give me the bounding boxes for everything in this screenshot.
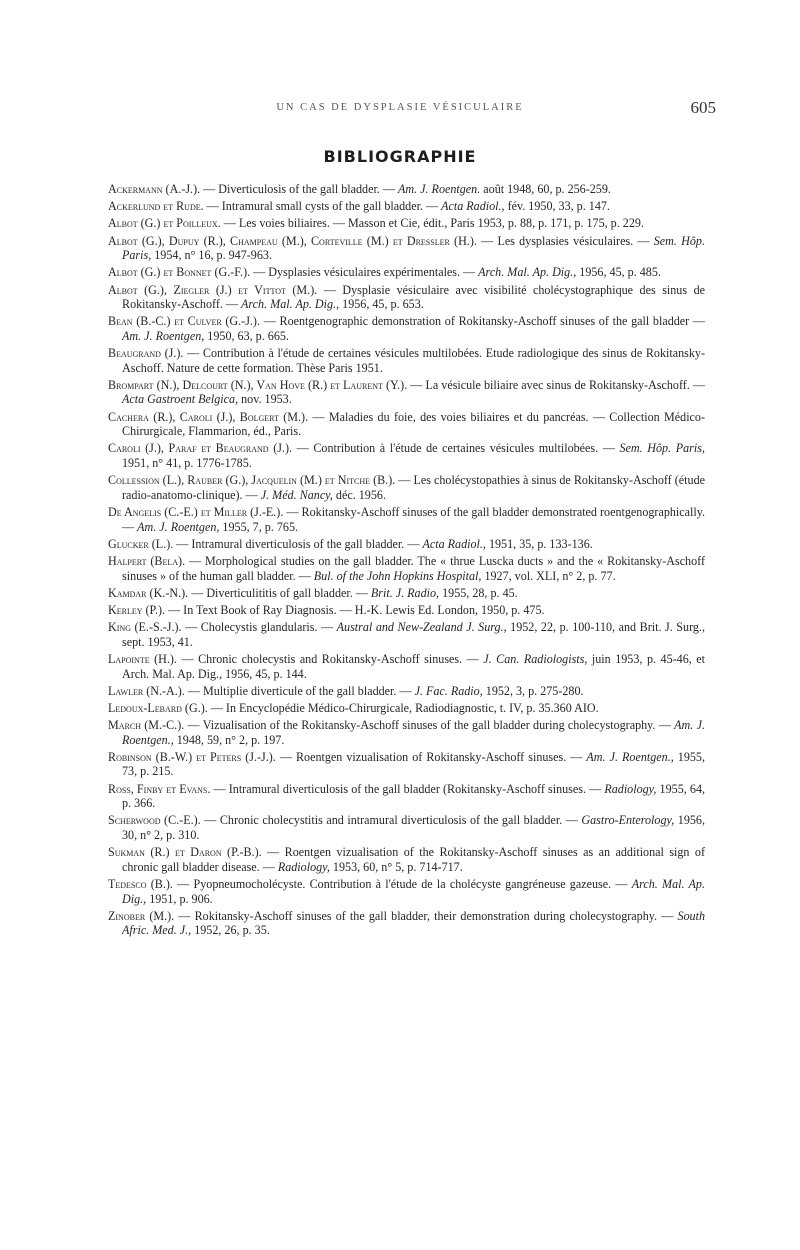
reference-source: Arch. Mal. Ap. Dig., [122, 876, 705, 906]
reference-text: — Diverticulosis of the gall bladder. — [200, 182, 398, 196]
running-header [0, 100, 800, 120]
reference-authors: Caroli (J.), Paraf et Beaugrand (J.). [108, 441, 293, 456]
reference-authors: King (E.-S.-J.). [108, 620, 182, 635]
reference-text: — Les dysplasies vésiculaires. — [476, 233, 654, 248]
reference-source: Austral and New-Zealand J. Surg., [336, 620, 507, 635]
reference-text: — Roentgen vizualisation of Rokitansky-Aschoff sinuses. — [275, 749, 587, 764]
reference-entry [108, 718, 705, 747]
reference-entry [108, 554, 705, 583]
reference-text: — La vésicule biliaire avec sinus de Rokitansky-Aschoff. — [407, 377, 705, 392]
reference-source: Arch. Mal. Ap. Dig., [241, 297, 340, 312]
reference-details: 1927, vol. XLI, n° 2, p. 77. [481, 568, 616, 583]
reference-details: 1955, 28, p. 45. [439, 585, 518, 600]
reference-source: Bul. of the John Hopkins Hospital, [313, 568, 482, 583]
reference-entry [108, 684, 705, 699]
reference-details: déc. 1956. [332, 487, 386, 502]
reference-text: — Intramural diverticulosis of the gall bladder. — [173, 536, 423, 551]
reference-authors: Cachera (R.), Caroli (J.), Bolgert (M.). [108, 409, 309, 424]
reference-entry [108, 473, 705, 502]
reference-entry [108, 216, 705, 231]
reference-details: 1951, p. 906. [146, 891, 213, 906]
reference-entry [108, 441, 705, 470]
reference-authors: Ackerlund et Rude. [108, 199, 204, 214]
reference-details: 1952, 26, p. 35. [191, 923, 270, 938]
reference-source: Am. J. Roentgen., [586, 749, 674, 764]
reference-details: 1951, n° 41, p. 1776-1785. [122, 456, 252, 471]
reference-authors: De Angelis (C.-E.) et Miller (J.-E.). [108, 505, 284, 519]
page-number: 605 [690, 98, 716, 117]
reference-list [108, 182, 705, 941]
reference-source: J. Fac. Radio, [414, 683, 483, 698]
reference-entry [108, 410, 705, 439]
reference-entry [108, 877, 705, 906]
reference-authors: Kerley (P.). [108, 602, 166, 617]
reference-source: Sem. Hôp. Paris, [122, 233, 705, 263]
reference-entry [108, 378, 705, 407]
reference-authors: Halpert (Bela). [108, 553, 186, 568]
reference-authors: Collession (L.), Rauber (G.), Jacquelin (M.) et Nitche (B.). [108, 473, 396, 488]
reference-source: Sem. Hôp. Paris, [619, 441, 705, 456]
reference-authors: Lapointe (H.). [108, 651, 177, 666]
reference-details: août 1948, 60, p. 256-259. [480, 182, 611, 196]
reference-entry [108, 346, 705, 375]
reference-details: nov. 1953. [238, 392, 292, 407]
reference-authors: Brompart (N.), Delcourt (N.), Van Hove (R.) et Laurent (Y.). [108, 377, 408, 392]
reference-details: fév. 1950, 33, p. 147. [504, 199, 610, 214]
reference-text: — Contribution à l'étude de certaines vésicules multilobées. Etude radiologique des sinus de Rokitansky-Aschoff. Nature de cette formation. Thèse Paris 1951. [122, 346, 705, 375]
reference-details: 1955, 64, p. 366. [122, 781, 706, 811]
reference-authors: Scherwood (C.-E.). [108, 813, 201, 828]
reference-entry [108, 537, 705, 552]
reference-text: — Dysplasie vésiculaire avec visibilité cholécystographique des sinus de Rokitansky-Aschoff. — [122, 282, 705, 312]
reference-text: — Pyopneumocholécyste. Contribution à l'étude de la cholécyste gangréneuse gazeuse. — [172, 876, 632, 891]
reference-entry [108, 750, 705, 779]
reference-source: Acta Radiol., [441, 199, 505, 214]
reference-authors: Bean (B.-C.) et Culver (G.-J.). [108, 314, 260, 329]
reference-entry [108, 813, 705, 842]
reference-source: J. Can. Radiologists, [483, 651, 588, 666]
reference-source: Acta Radiol., [422, 536, 486, 551]
reference-details: 1948, 59, n° 2, p. 197. [173, 732, 285, 747]
reference-details: 1951, 35, p. 133-136. [485, 536, 593, 551]
reference-text: — In Text Book of Ray Diagnosis. — H.-K. Lewis Ed. London, 1950, p. 475. [165, 602, 545, 617]
reference-source: Gastro-Enterology, [581, 813, 675, 828]
reference-details: 1952, 3, p. 275-280. [482, 683, 584, 698]
reference-authors: Beaugrand (J.). [108, 346, 184, 361]
reference-authors: Ross, Finby et Evans. [108, 781, 211, 796]
reference-text: — Vizualisation of the Rokitansky-Aschoff sinuses of the gall bladder during cholecystography. — [184, 718, 675, 733]
reference-entry [108, 909, 705, 938]
reference-source: Brit. J. Radio, [370, 585, 440, 600]
reference-text: — Cholecystis glandularis. — [181, 620, 337, 635]
reference-details: 1956, 45, p. 653. [339, 297, 424, 312]
reference-details: 1955, 7, p. 765. [219, 519, 299, 534]
reference-details: juin 1953, p. 45-46, et Arch. Mal. Ap. Dig., 1956, 45, p. 144. [122, 651, 706, 681]
reference-authors: Kamdar (K.-N.). [108, 585, 189, 600]
reference-entry [108, 265, 705, 280]
reference-entry [108, 182, 705, 197]
reference-entry [108, 199, 705, 214]
reference-authors: Albot (G.), Ziegler (J.) et Vittot (M.). [108, 282, 318, 297]
reference-entry [108, 283, 705, 312]
reference-entry [108, 603, 705, 618]
reference-source: Radiology, [604, 781, 657, 796]
reference-authors: Zinober (M.). [108, 908, 175, 923]
reference-text: — Rokitansky-Aschoff sinuses of the gall bladder, their demonstration during cholecystography. — [174, 908, 678, 923]
reference-authors: Robinson (B.-W.) et Peters (J.-J.). [108, 749, 276, 764]
reference-source: Acta Gastroent Belgica, [122, 392, 239, 407]
reference-entry [108, 652, 705, 681]
reference-authors: Ackermann (A.-J.). [108, 182, 201, 196]
reference-source: Arch. Mal. Ap. Dig., [478, 265, 577, 280]
reference-source: Radiology, [277, 859, 330, 874]
reference-text: — Morphological studies on the gall bladder. The « thrue Luscka ducts » and the « Rokitansky-Aschoff sinuses » of the human gall bladder. — [122, 553, 705, 583]
reference-text: — Chronic cholecystitis and intramural diverticulosis of the gall bladder. — [200, 813, 582, 828]
reference-entry [108, 701, 705, 716]
reference-details: 1956, 30, n° 2, p. 310. [122, 813, 705, 842]
reference-entry [108, 314, 705, 343]
reference-details: 1952, 22, p. 100-110, and Brit. J. Surg., sept. 1953, 41. [122, 620, 705, 649]
reference-authors: Ledoux-Lebard (G.). [108, 700, 208, 715]
reference-text: — Dysplasies vésiculaires expérimentales. — [250, 265, 479, 280]
reference-authors: Glucker (L.). [108, 536, 174, 551]
reference-text: — Roentgen vizualisation of the Rokitansky-Aschoff sinuses as an additional sign of chronic gall bladder disease. — [122, 845, 706, 874]
reference-text: — Chronic cholecystis and Rokitansky-Aschoff sinuses. — [176, 651, 484, 666]
reference-source: Am. J. Roentgen., [122, 718, 705, 747]
section-title: BIBLIOGRAPHIE [323, 147, 477, 166]
reference-text: — Roentgenographic demonstration of Rokitansky-Aschoff sinuses of the gall bladder — [259, 314, 705, 329]
reference-entry [108, 620, 705, 649]
reference-authors: Tedesco (B.). [108, 876, 173, 891]
reference-authors: Sukman (R.) et Daron (P.-B.). [108, 845, 262, 860]
reference-source: Am. J. Roentgen, [137, 519, 220, 534]
reference-details: 1954, n° 16, p. 947-963. [151, 248, 272, 263]
reference-details: 1953, 60, n° 5, p. 714-717. [329, 859, 463, 874]
reference-text: — Intramural small cysts of the gall bladder. — [203, 199, 442, 214]
reference-entry [108, 505, 705, 534]
reference-text: — Maladies du foie, des voies biliaires et du pancréas. — Collection Médico-Chirurgicale, Flammarion, éd., Paris. [122, 409, 705, 439]
reference-authors: Albot (G.) et Bonnet (G.-F.). [108, 265, 251, 280]
reference-text: — Multiplie diverticule of the gall bladder. — [184, 683, 415, 698]
reference-source: South Afric. Med. J., [122, 908, 706, 938]
reference-details: 1955, 73, p. 215. [122, 749, 706, 779]
reference-details: 1950, 63, p. 665. [204, 328, 289, 343]
reference-text: — In Encyclopédie Médico-Chirurgicale, Radiodiagnostic, t. IV, p. 35.360 AIO. [207, 700, 599, 715]
reference-entry [108, 586, 705, 601]
reference-authors: Lawler (N.-A.). [108, 683, 185, 698]
reference-authors: Albot (G.) et Poilleux. [108, 216, 221, 231]
running-title: UN CAS DE DYSPLASIE VÉSICULAIRE [276, 102, 524, 113]
reference-authors: Albot (G.), Dupuy (R.), Champeau (M.), Corteville (M.) et Dressler (H.). [108, 233, 477, 248]
reference-entry [108, 234, 705, 263]
reference-entry [108, 845, 705, 874]
reference-text: — Contribution à l'étude de certaines vésicules multilobées. — [292, 441, 620, 456]
reference-source: J. Méd. Nancy, [260, 487, 333, 502]
reference-text: — Les voies biliaires. — Masson et Cie, édit., Paris 1953, p. 88, p. 171, p. 175, p. 229. [220, 216, 644, 231]
reference-details: 1956, 45, p. 485. [576, 265, 661, 280]
reference-entry [108, 782, 705, 811]
reference-authors: March (M.-C.). [108, 718, 185, 733]
reference-text: — Rokitansky-Aschoff sinuses of the gall bladder demonstrated roentgenographically. — [122, 505, 706, 534]
reference-text: — Les cholécystopathies à sinus de Rokitansky-Aschoff (étude radio-anatomo-clinique). — [122, 473, 705, 502]
reference-source: Am. J. Roentgen, [122, 328, 205, 343]
reference-text: — Intramural diverticulosis of the gall bladder (Rokitansky-Aschoff sinuses. — [210, 781, 605, 796]
reference-text: — Diverticulititis of gall bladder. — [188, 585, 371, 600]
reference-source: Am. J. Roentgen. [397, 182, 481, 196]
